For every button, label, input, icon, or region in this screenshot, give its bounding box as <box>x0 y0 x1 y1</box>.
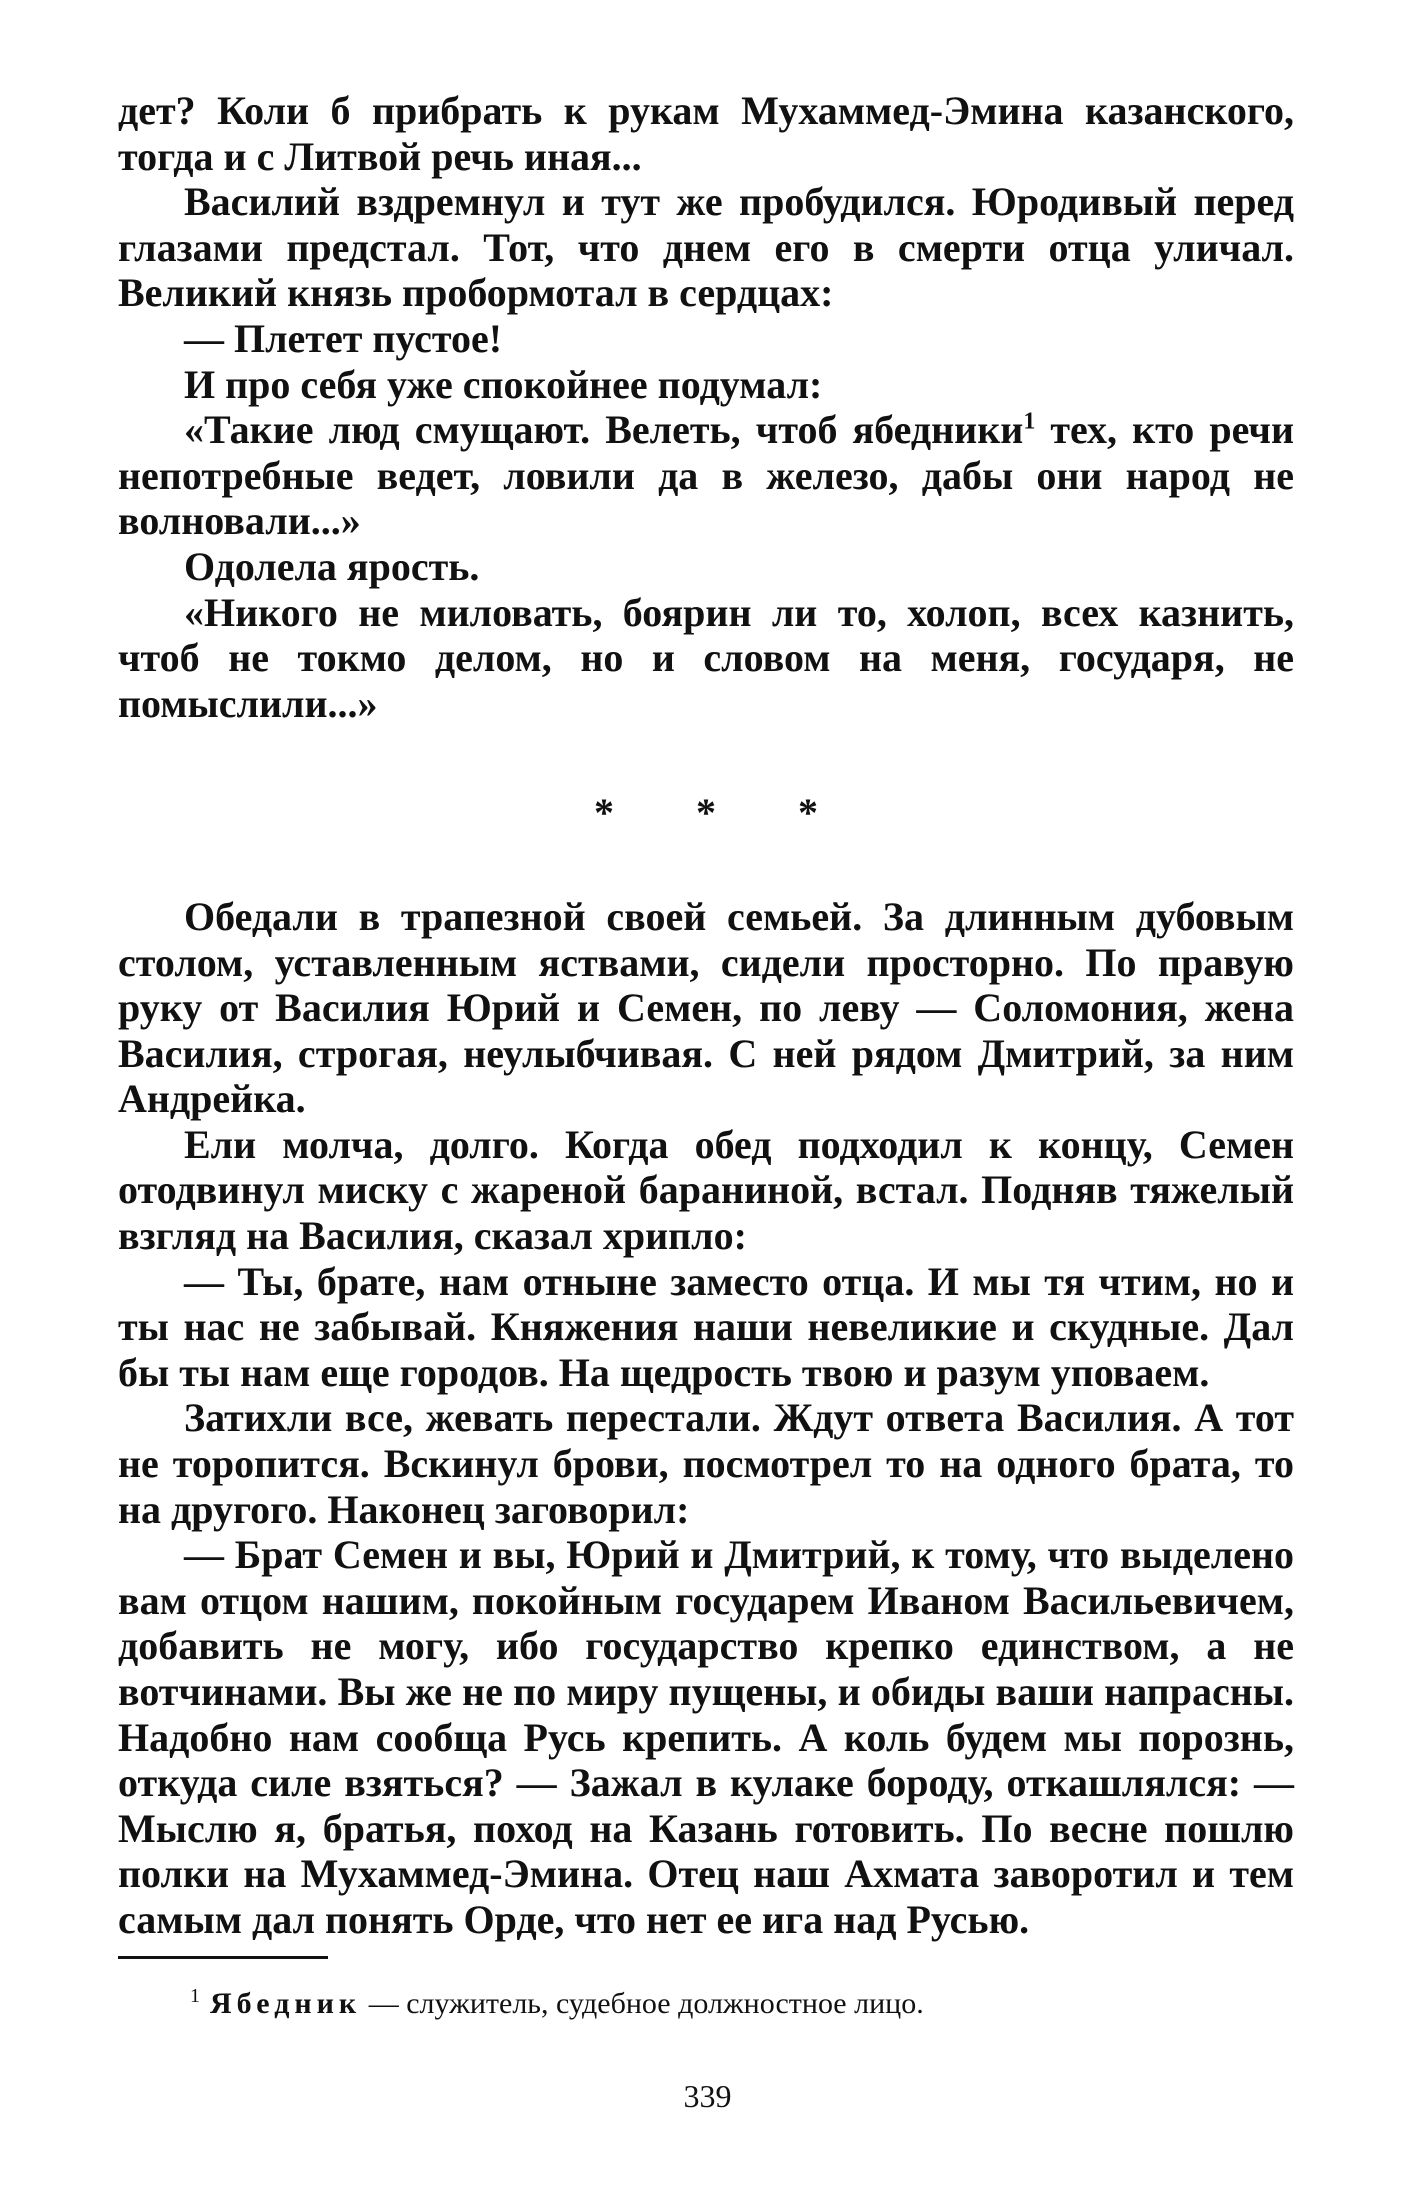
footnote-term: Ябедник <box>210 1987 362 2020</box>
footnote-number: 1 <box>190 1985 200 2007</box>
footnote-divider <box>118 1956 328 1959</box>
dialogue-line: — Брат Семен и вы, Юрий и Дмитрий, к тому, что выделено вам отцом нашим, покойным государем Иваном Васильевичем, добавить не могу, ибо государство крепко единством, а не вотчинами. Вы же не по миру пущены, и обиды ваши напрасны. Надобно нам сообща Русь крепить. А коль будем мы порознь, откуда силе взяться? — Зажал в кулаке бороду, откашлялся: — Мыслю я, братья, поход на Казань готовить. По весне пошлю полки на Мухаммед-Эмина. Отец наш Ахмата заворотил и тем самым дал понять Орде, что нет ее ига над Русью. <box>118 1532 1294 1942</box>
dialogue-line: — Плетет пустое! <box>184 315 503 361</box>
paragraph: Одолела ярость. <box>184 543 480 589</box>
section-separator: * * * <box>594 790 854 836</box>
page-number: 339 <box>683 2078 732 2114</box>
dialogue-line: — Ты, брате, нам отныне заместо отца. И мы тя чтим, но и ты нас не забывай. Княжения наши невеликие и скудные. Дал бы ты нам еще городов. На щедрость твою и разум уповаем. <box>118 1258 1294 1395</box>
paragraph: Ели молча, долго. Когда обед подходил к концу, Семен отодвинул миску с жареной бараниной, встал. Подняв тяжелый взгляд на Василия, сказал хрипло: <box>118 1121 1294 1259</box>
paragraph: Затихли все, жевать перестали. Ждут ответа Василия. А тот не торопится. Вскинул брови, посмотрел то на одного брата, то на другого. Наконец заговорил: <box>118 1395 1294 1532</box>
paragraph-text: тех, кто речи непотребные ведет, ловили да в железо, дабы они народ не волновали...» <box>118 407 1294 544</box>
footnote-definition: — служитель, судебное должностное лицо. <box>361 1987 924 2020</box>
paragraph: «Никого не миловать, боярин ли то, холоп, всех казнить, чтоб не токмо делом, но и словом на меня, государя, не помыслили...» <box>118 589 1294 726</box>
paragraph: дет? Коли б прибрать к рукам Мухаммед-Эмина казанского, тогда и с Литвой речь иная... <box>118 88 1294 179</box>
paragraph-with-footnote <box>118 407 1294 544</box>
paragraph-text: «Такие люд смущают. Велеть, чтоб ябедники <box>184 407 1024 453</box>
paragraph: И про себя уже спокойнее подумал: <box>184 361 823 407</box>
paragraph: Обедали в трапезной своей семьей. За длинным дубовым столом, уставленным яствами, сидели просторно. По правую руку от Василия Юрий и Семен, по леву — Соломония, жена Василия, строгая, неулыбчивая. С ней рядом Дмитрий, за ним Андрейка. <box>118 893 1294 1122</box>
paragraph: Василий вздремнул и тут же пробудился. Юродивый перед глазами предстал. Тот, что днем его в смерти отца уличал. Великий князь пробормотал в сердцах: <box>118 179 1294 316</box>
footnote-reference: 1 <box>1023 408 1036 435</box>
page-body <box>118 88 1294 1943</box>
footnote <box>190 1986 1290 2022</box>
